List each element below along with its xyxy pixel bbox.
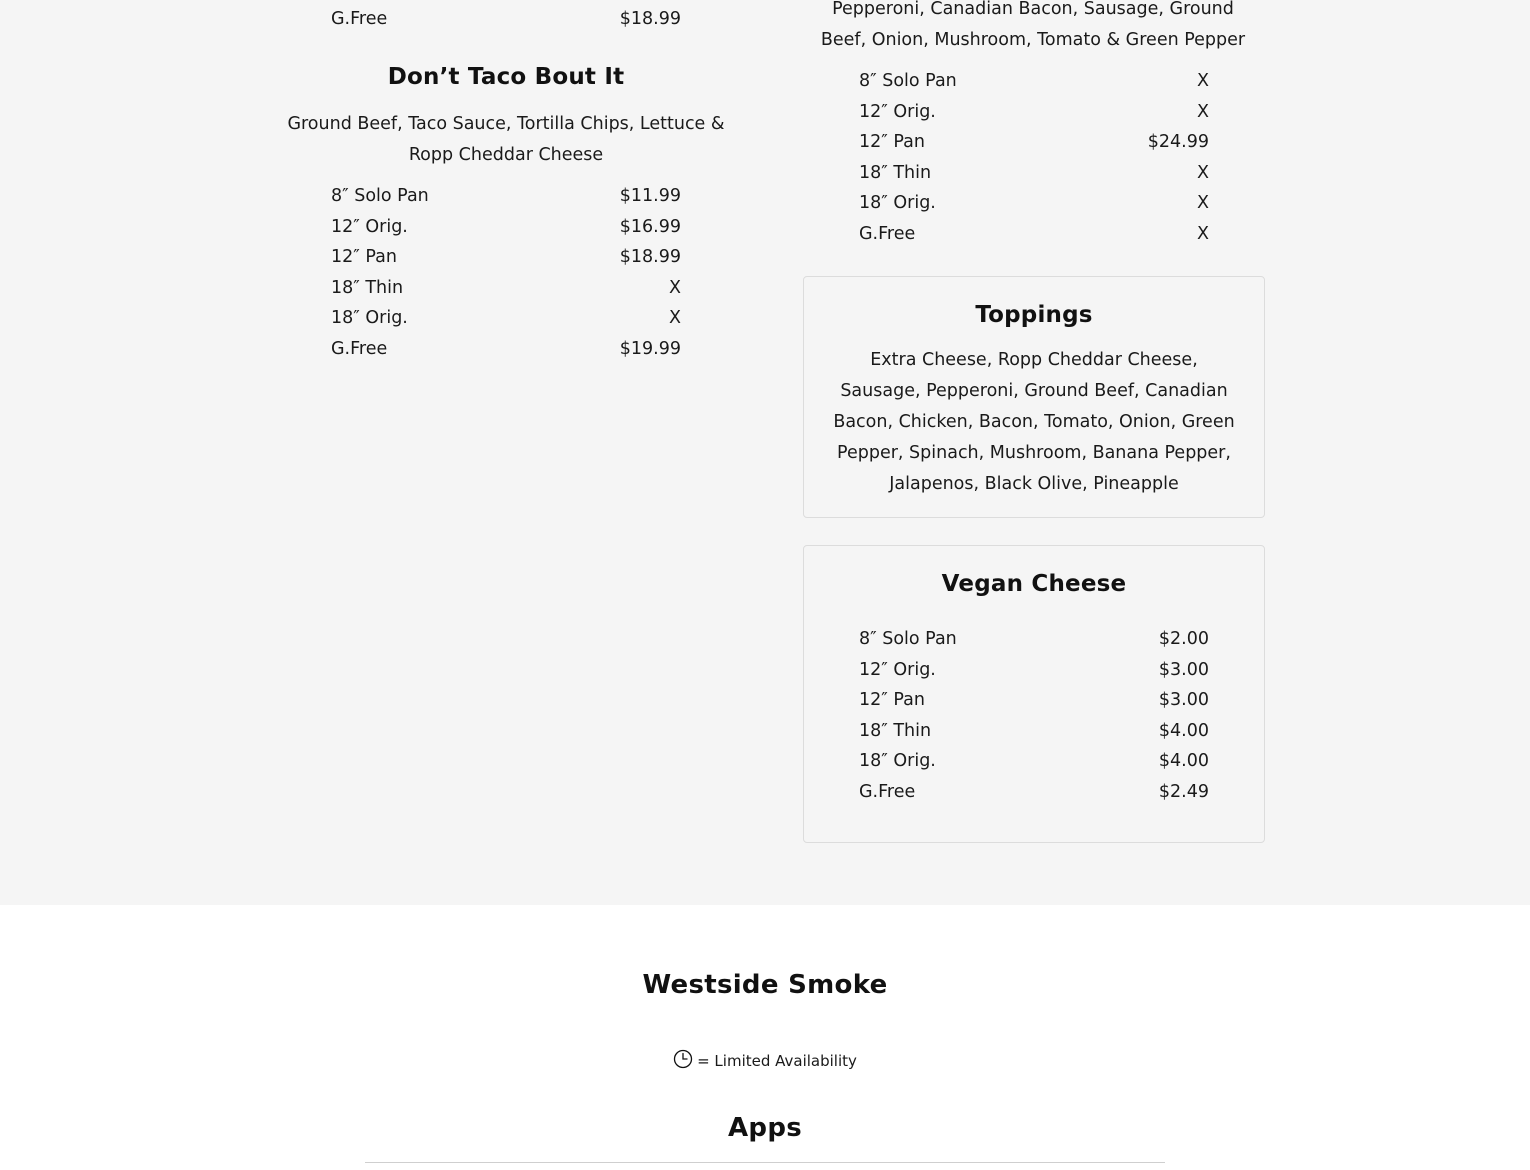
price-row [859,127,1209,158]
taco-pizza-title: Don’t Taco Bout It [387,64,625,90]
size-label: 8″ Solo Pan [859,629,957,649]
price-row [859,685,1209,716]
price-row [331,181,681,212]
previous-item-prices-right [859,66,1209,250]
price-row [859,777,1209,808]
previous-item-description: Pepperoni, Canadian Bacon, Sausage, Ground Beef, Onion, Mushroom, Tomato & Green Pepper [820,0,1246,50]
price-row [331,212,681,243]
price-value: $11.99 [619,186,681,206]
price-row [859,746,1209,777]
price-value: $19.99 [619,338,681,359]
price-value: $2.49 [1158,781,1209,802]
price-row [859,158,1209,189]
price-value: $3.00 [1158,690,1209,711]
price-value: X [1197,223,1209,244]
legend-text: = Limited Availability [697,1052,857,1070]
price-value: $18.99 [619,247,681,268]
toppings-description: Extra Cheese, Ropp Cheddar Cheese, Sausage, Pepperoni, Ground Beef, Canadian Bacon, Chicken, Bacon, Tomato, Onion, Green Pepper, Spinach, Mushroom, Banana Pepper, Jalapenos, Black Olive, Pineapple [833,350,1235,494]
size-label: 12″ Orig. [859,101,936,122]
price-value: X [1197,193,1209,214]
price-row [859,655,1209,686]
size-label: 18″ Orig. [859,751,936,772]
price-value: $4.00 [1158,720,1209,741]
price-row [859,219,1209,250]
section-divider [365,1162,1165,1163]
size-label: 12″ Orig. [859,659,936,680]
price-row [331,242,681,273]
vegan-cheese-prices [859,624,1209,808]
size-label: 18″ Thin [859,162,932,183]
size-label: 18″ Thin [859,720,932,741]
size-label: G.Free [859,223,916,244]
price-row [331,4,681,35]
vegan-cheese-card [803,545,1265,843]
price-value: X [1197,162,1209,183]
vegan-cheese-title: Vegan Cheese [941,571,1127,597]
price-row [331,303,681,334]
apps-section-title: Apps [727,1113,803,1143]
size-label: 12″ Pan [859,690,925,711]
size-label: 12″ Pan [859,132,925,153]
size-label: 12″ Orig. [331,216,408,237]
price-row [331,273,681,304]
location-title: Westside Smoke [642,970,888,1000]
price-value: $4.00 [1158,751,1209,772]
size-label: 8″ Solo Pan [859,71,957,91]
price-row [859,97,1209,128]
size-label: 18″ Orig. [859,193,936,214]
previous-item-prices [331,4,681,35]
size-label: 12″ Pan [331,247,397,268]
toppings-title: Toppings [975,302,1093,328]
toppings-card [803,276,1265,518]
availability-legend [0,1049,1530,1076]
size-label: 18″ Thin [331,277,404,298]
size-label: G.Free [331,338,388,359]
clock-icon [673,1049,693,1076]
price-row [859,624,1209,655]
price-row [331,334,681,365]
price-row [859,188,1209,219]
price-value: $2.00 [1158,629,1209,649]
size-label: 18″ Orig. [331,308,408,329]
price-value: $16.99 [619,216,681,237]
size-label: 8″ Solo Pan [331,186,429,206]
price-value: $3.00 [1158,659,1209,680]
price-value: $24.99 [1147,132,1209,153]
taco-pizza-description: Ground Beef, Taco Sauce, Tortilla Chips, Lettuce & Ropp Cheddar Cheese [287,114,725,165]
price-value: X [1197,71,1209,91]
size-label: G.Free [331,9,388,29]
taco-pizza-prices [331,181,681,365]
price-value: X [1197,101,1209,122]
price-value: X [669,308,681,329]
price-row [859,716,1209,747]
price-row [859,66,1209,97]
price-value: X [669,277,681,298]
price-value: $18.99 [619,9,681,29]
size-label: G.Free [859,781,916,802]
